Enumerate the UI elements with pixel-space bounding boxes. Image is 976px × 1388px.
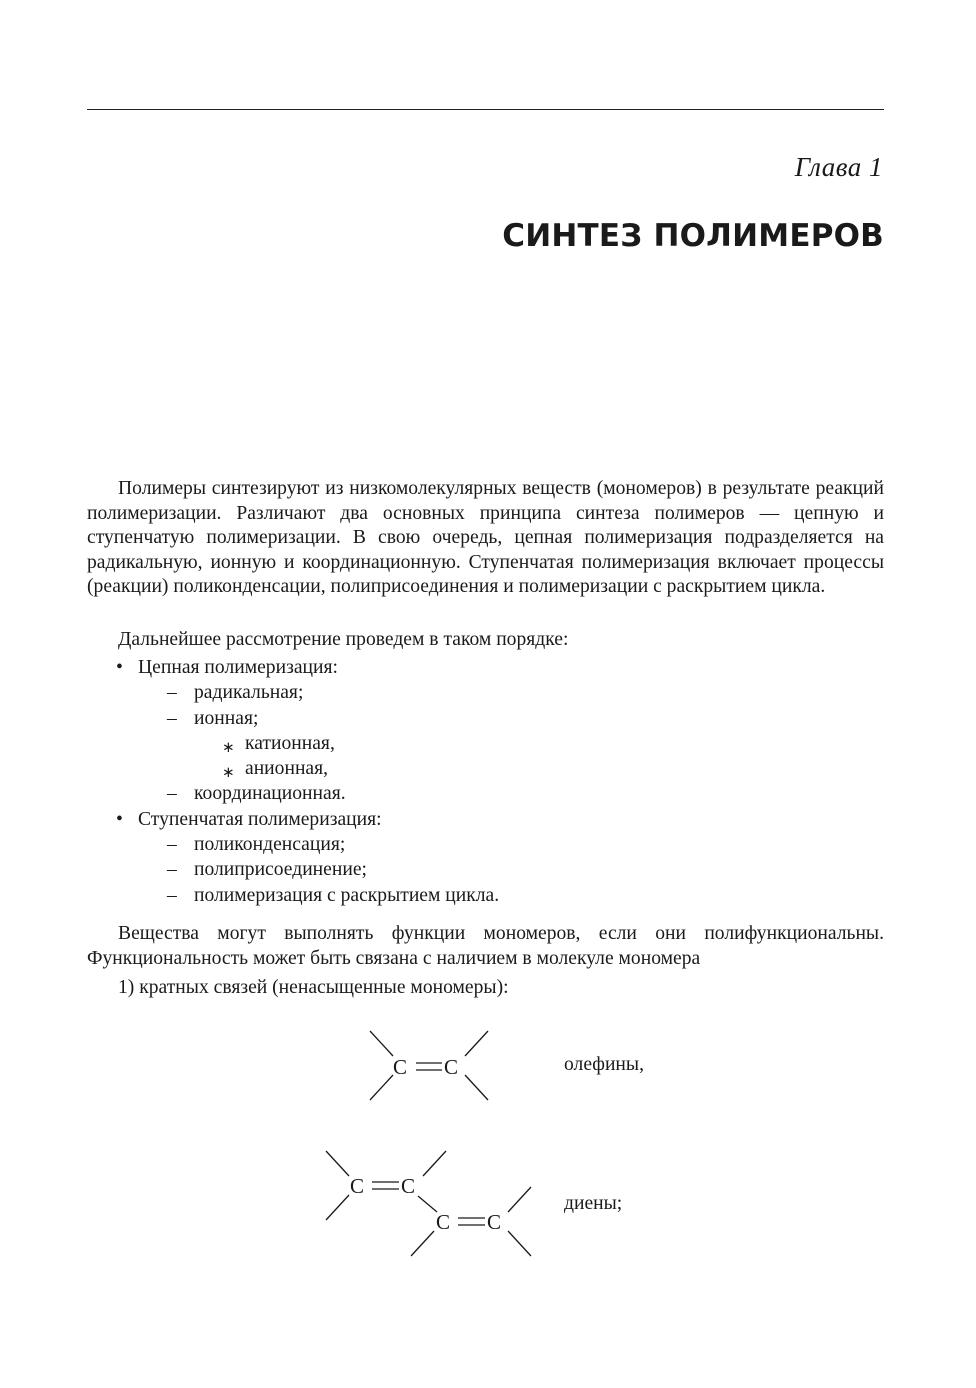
carbon-atom: C <box>401 1174 416 1198</box>
dienes-label: диены; <box>564 1193 623 1214</box>
dash-marker: – <box>167 707 177 729</box>
dash-marker: – <box>167 682 177 704</box>
carbon-atom: C <box>393 1055 408 1079</box>
chapter-number: Глава 1 <box>794 152 883 182</box>
carbon-atom: C <box>444 1055 459 1079</box>
bond-line <box>326 1151 349 1176</box>
bond-line <box>418 1196 437 1212</box>
bullet-marker: • <box>116 808 123 830</box>
chapter-title: СИНТЕЗ ПОЛИМЕРОВ <box>502 218 884 254</box>
list-item-label: поликонденсация; <box>194 834 346 856</box>
list-item-label: Ступенчатая полимеризация: <box>138 808 382 830</box>
bullet-marker: • <box>116 657 123 678</box>
list-item-label: анионная, <box>245 758 329 780</box>
bond-line <box>326 1195 349 1220</box>
olefin-structure <box>370 1031 488 1100</box>
carbon-atom: C <box>436 1210 451 1234</box>
intro-paragraph: Полимеры синтезируют из низкомолекулярных веществ (мономеров) в результате реакций полимеризации. Различают два основных принципа синтеза полимеров — цепную и ступенчатую полимеризации. В свою очередь, цепная полимеризация подразделяется на радикальную, ионную и координационную. Ступенчатая полимеризация включает процессы (реакции) поликонденсации, полиприсоединения и полимеризации с раскрытием цикла. <box>87 478 884 598</box>
list-item-label: катионная, <box>245 732 335 754</box>
bond-line <box>370 1075 393 1100</box>
list-item-label: полимеризация с раскрытием цикла. <box>194 884 500 906</box>
dash-marker: – <box>167 859 177 881</box>
bond-line <box>465 1075 488 1100</box>
diene-structure <box>326 1151 531 1256</box>
item-multiple-bonds: 1) кратных связей (ненасыщенные мономеры): <box>118 977 509 998</box>
dash-marker: – <box>167 783 177 805</box>
asterisk-marker: ∗ <box>222 763 235 782</box>
asterisk-marker: ∗ <box>222 737 235 756</box>
list-item-label: Цепная полимеризация: <box>138 657 338 678</box>
monomers-paragraph: Вещества могут выполнять функции мономеров, если они полифункциональны. Функциональность может быть связана с наличием в молекуле мономера <box>87 923 884 969</box>
carbon-atom: C <box>350 1174 365 1198</box>
bond-line <box>370 1031 393 1056</box>
dash-marker: – <box>167 884 177 906</box>
dash-marker: – <box>167 834 177 856</box>
bond-line <box>411 1231 434 1256</box>
bond-line <box>423 1151 446 1176</box>
list-item-label: радикальная; <box>194 682 304 704</box>
order-paragraph: Дальнейшее рассмотрение проведем в таком порядке: <box>118 629 569 650</box>
bond-line <box>465 1031 488 1056</box>
list-item-label: полиприсоединение; <box>194 859 367 881</box>
list-item-label: ионная; <box>194 707 259 729</box>
bond-line <box>508 1231 531 1256</box>
carbon-atom: C <box>487 1210 502 1234</box>
olefins-label: олефины, <box>564 1054 644 1075</box>
bond-line <box>508 1187 531 1212</box>
list-item-label: координационная. <box>194 783 346 805</box>
